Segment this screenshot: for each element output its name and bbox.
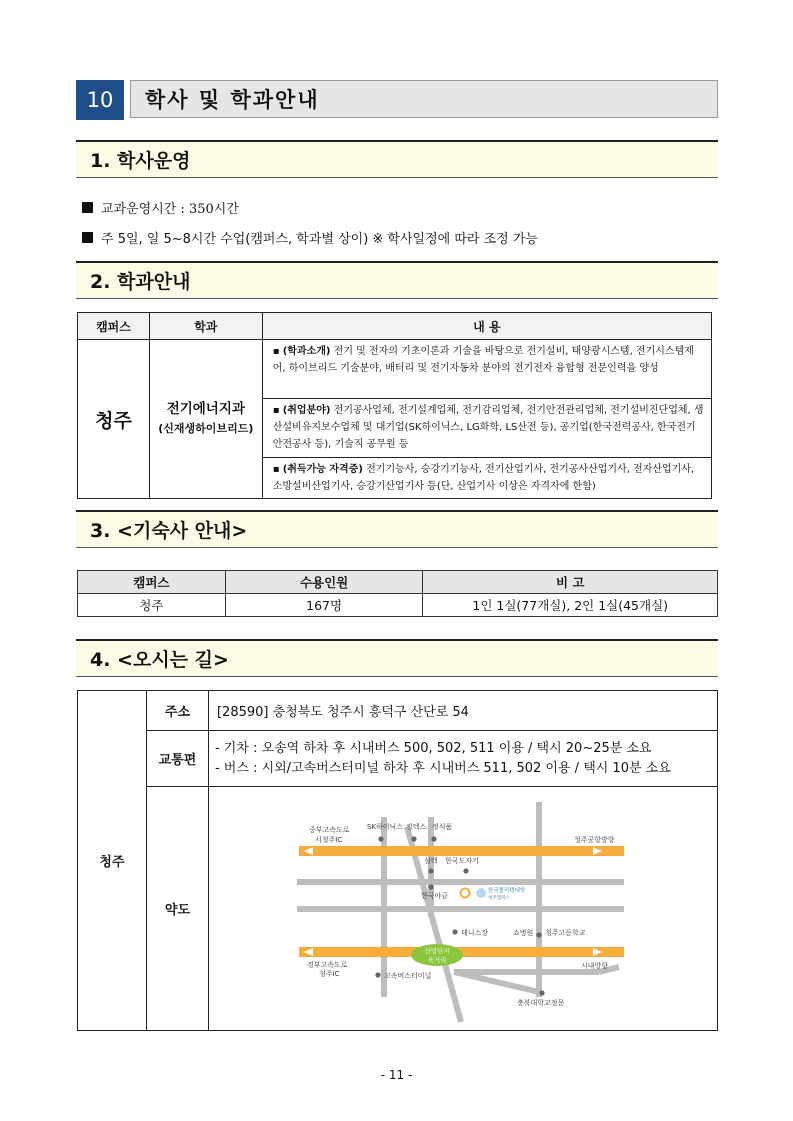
bullet-text: 주 5일, 일 5~8시간 수업(캠퍼스, 학과별 상이) ※ 학사일정에 따라 조정 가능 bbox=[101, 232, 538, 247]
junction-line1: 산업단지 bbox=[424, 947, 450, 955]
landmark-dot bbox=[452, 929, 457, 934]
landmark-label: 한국야금 bbox=[420, 892, 449, 900]
dormitory-table bbox=[77, 570, 718, 617]
content-label: (취업분야) bbox=[282, 405, 331, 416]
bullet-text: 교과운영시간 : 350시간 bbox=[101, 202, 239, 217]
map-label: 약도 bbox=[146, 787, 208, 1031]
map-label-top-right: 청주공항방향 bbox=[573, 836, 615, 844]
dept-cell bbox=[149, 340, 262, 499]
address-value: [28590] 충청북도 청주시 흥덕구 산단로 54 bbox=[208, 691, 717, 731]
section2-title: 2. 학과안내 bbox=[76, 261, 718, 299]
content-text: 전기기능사, 승강기기능사, 전기산업기사, 전기공사산업기사, 전자산업기사, 소방설비산업기사, 승강기산업기사 등(단, 산업기사 이상은 자격자에 한함) bbox=[272, 464, 695, 492]
landmark-dot bbox=[536, 932, 541, 937]
bullet-mark: ▪ bbox=[272, 405, 280, 416]
landmark-label: 충북대학교정문 bbox=[516, 999, 565, 1007]
landmark-label: 청주고등학교 bbox=[544, 929, 586, 937]
junction-line2: 육거리 bbox=[427, 956, 447, 964]
header-campus: 캠퍼스 bbox=[78, 313, 150, 340]
map-label-bottom-left1: 경부고속도로 bbox=[306, 961, 348, 969]
chapter-title: 학사 및 학과안내 bbox=[130, 80, 718, 118]
square-bullet-icon bbox=[82, 232, 93, 243]
address-label: 주소 bbox=[146, 691, 208, 731]
section3-title: 3. <기숙사 안내> bbox=[76, 510, 718, 548]
transport-label: 교통편 bbox=[146, 731, 208, 787]
content-certs bbox=[262, 458, 711, 499]
section4-title: 4. <오시는 길> bbox=[76, 639, 718, 677]
dorm-capacity: 167명 bbox=[225, 594, 423, 617]
landmark-dot bbox=[463, 868, 468, 873]
directions-campus: 청주 bbox=[78, 691, 147, 1031]
landmark-label: 킹텍스 bbox=[405, 823, 427, 831]
map-label-top-left2: 서청주IC bbox=[314, 836, 343, 844]
bullet-mark: ▪ bbox=[272, 346, 280, 357]
square-bullet-icon bbox=[82, 202, 93, 213]
landmark-label: 고속버스터미널 bbox=[383, 972, 432, 980]
content-text: 전기 및 전자의 기초이론과 기술을 바탕으로 전기설비, 태양광시스템, 전기시스템제어, 하이브리드 기술분야, 배터리 및 전기자동차 분야의 전기전자 융합형 전문인력을 양성 bbox=[272, 346, 694, 374]
landmark-label: 정식품 bbox=[431, 823, 453, 831]
location-map bbox=[209, 787, 717, 1030]
dorm-header-capacity: 수용인원 bbox=[225, 571, 423, 594]
landmark-dot bbox=[378, 836, 383, 841]
landmark-dot bbox=[431, 836, 436, 841]
page-number: - 11 - bbox=[380, 1068, 413, 1082]
landmark-label: 쇼병원 bbox=[512, 929, 534, 937]
landmark-label: SK하이닉스 bbox=[366, 823, 404, 831]
landmark-dot bbox=[539, 990, 544, 995]
landmark-label: 테니스장 bbox=[460, 929, 489, 937]
directions-table bbox=[77, 690, 718, 1031]
map-label-bottom-right: 시내방향 bbox=[580, 962, 609, 970]
content-jobs bbox=[262, 399, 711, 458]
content-label: (취득가능 자격증) bbox=[282, 464, 363, 475]
map-cell bbox=[208, 787, 717, 1031]
department-table bbox=[77, 312, 712, 499]
school-location-icon bbox=[460, 889, 469, 898]
landmark-dot bbox=[375, 972, 380, 977]
dorm-header-note: 비 고 bbox=[423, 571, 718, 594]
dorm-header-campus: 캠퍼스 bbox=[78, 571, 226, 594]
section1-bullet bbox=[82, 198, 239, 217]
content-label: (학과소개) bbox=[282, 346, 331, 357]
chapter-number: 10 bbox=[76, 80, 124, 120]
dept-subtitle: (신재생하이브리드) bbox=[158, 422, 254, 435]
school-name: 한국폴리텍대학 bbox=[487, 888, 526, 894]
school-campus: 청주캠퍼스 bbox=[487, 896, 510, 901]
top-highway bbox=[299, 846, 624, 856]
dept-name: 전기에너지과 bbox=[166, 401, 245, 417]
landmark-dot bbox=[428, 868, 433, 873]
transport-value bbox=[208, 731, 717, 787]
map-label-top-left1: 중부고속도로 bbox=[308, 826, 350, 834]
content-intro bbox=[262, 340, 711, 399]
map-label-bottom-left2: 청주IC bbox=[318, 970, 340, 978]
landmark-label: 한국도자기 bbox=[444, 857, 479, 865]
polytech-logo-icon bbox=[476, 888, 486, 898]
section1-title: 1. 학사운영 bbox=[76, 140, 718, 178]
minor-roads bbox=[297, 802, 624, 1022]
transport-bus: - 버스 : 시외/고속버스터미널 하차 후 시내버스 511, 502 이용 / 택시 10분 소요 bbox=[214, 760, 671, 776]
header-content: 내 용 bbox=[262, 313, 711, 340]
dorm-campus: 청주 bbox=[78, 594, 226, 617]
landmark-dot bbox=[411, 836, 416, 841]
bullet-mark: ▪ bbox=[272, 464, 280, 475]
landmark-label: 심텍 bbox=[423, 857, 438, 865]
landmark-dot bbox=[428, 884, 433, 889]
transport-train: - 기차 : 오송역 하차 후 시내버스 500, 502, 511 이용 / 택시 20~25분 소요 bbox=[214, 740, 652, 756]
dorm-note: 1인 1실(77개실), 2인 1실(45개실) bbox=[423, 594, 718, 617]
content-text: 전기공사업체, 전기설계업체, 전기감리업체, 전기안전관리업체, 전기설비진단업체, 생산설비유지보수업체 및 대기업(SK하이닉스, LG화학, LS산전 등), 공기업(한국전력공사, 한국전기안전공사 등), 기술직 공무원 등 bbox=[272, 405, 704, 450]
header-dept: 학과 bbox=[149, 313, 262, 340]
campus-cell: 청주 bbox=[78, 340, 150, 499]
section1-bullet bbox=[82, 228, 538, 247]
